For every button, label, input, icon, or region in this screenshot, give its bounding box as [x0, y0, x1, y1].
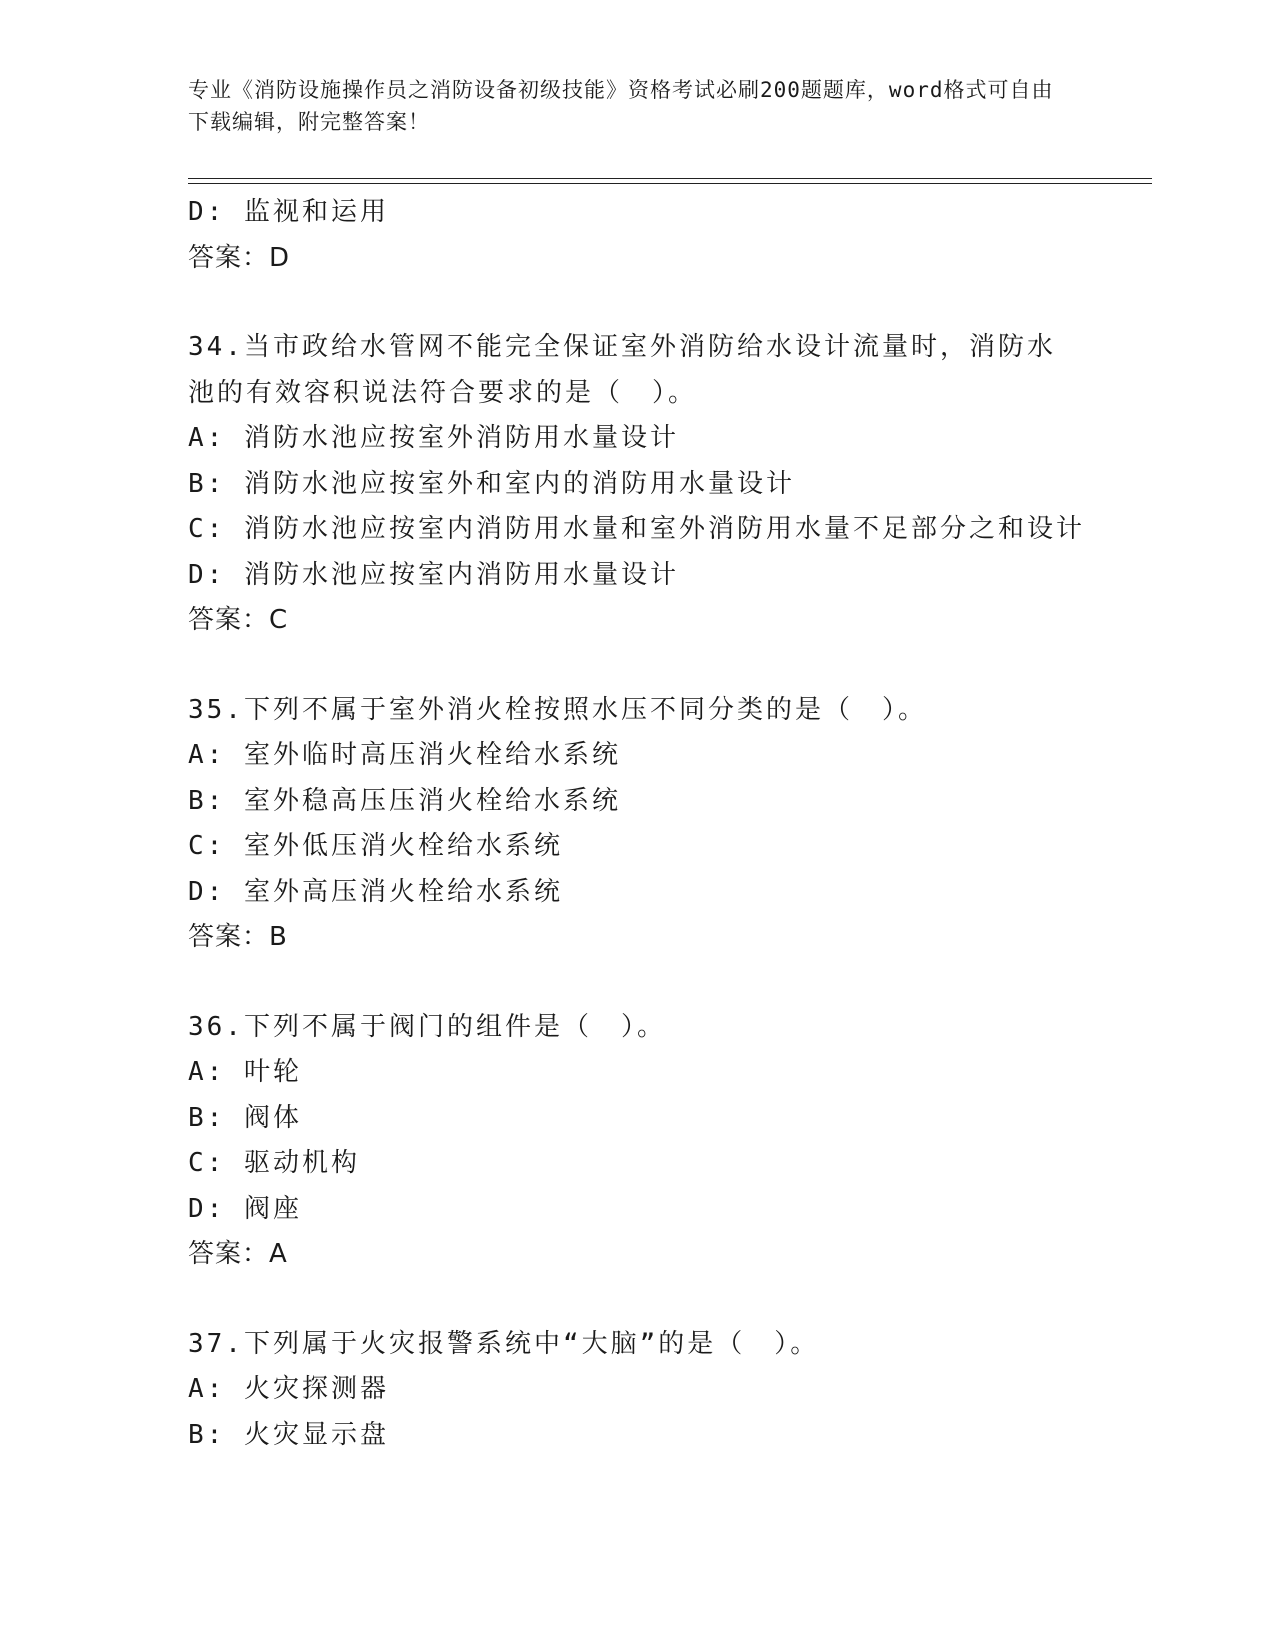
previous-question-tail — [188, 190, 1088, 281]
spacer — [188, 1278, 1088, 1322]
option-c: C: 消防水池应按室内消防用水量和室外消防用水量不足部分之和设计 — [188, 514, 1085, 544]
header-title: 专业《消防设施操作员之消防设备初级技能》资格考试必刷200题题库，word格式可自由下载编辑，附完整答案！ — [188, 78, 1054, 134]
option-b: B: 消防水池应按室外和室内的消防用水量设计 — [188, 468, 795, 499]
option-c: C: 驱动机构 — [188, 1148, 360, 1178]
answer: 答案：A — [188, 1239, 288, 1269]
option-d: D: 消防水池应按室内消防用水量设计 — [188, 559, 679, 590]
option-d: D: 阀座 — [188, 1193, 302, 1224]
question-37 — [188, 1322, 1088, 1459]
document-header — [188, 74, 1068, 138]
question-stem: 35.下列不属于室外消火栓按照水压不同分类的是（ ）。 — [188, 694, 927, 725]
option-b: B: 阀体 — [188, 1102, 302, 1133]
option-c: C: 室外低压消火栓给水系统 — [188, 831, 563, 861]
question-35 — [188, 688, 1088, 961]
option-b: B: 火灾显示盘 — [188, 1419, 389, 1450]
answer: 答案：D — [188, 242, 291, 273]
answer: 答案：B — [188, 922, 288, 952]
option-d: D: 监视和运用 — [188, 197, 389, 227]
spacer — [188, 961, 1088, 1005]
question-34 — [188, 325, 1088, 644]
question-stem: 37.下列属于火灾报警系统中“大脑”的是（ ）。 — [188, 1328, 820, 1359]
header-rule-top — [188, 178, 1152, 179]
option-a: A: 火灾探测器 — [188, 1374, 389, 1404]
option-a: A: 消防水池应按室外消防用水量设计 — [188, 423, 679, 453]
header-rule-bottom — [188, 183, 1152, 184]
option-a: A: 叶轮 — [188, 1057, 302, 1087]
option-b: B: 室外稳高压压消火栓给水系统 — [188, 785, 621, 816]
question-stem: 34.当市政给水管网不能完全保证室外消防给水设计流量时，消防水池的有效容积说法符合要求的是（ ）。 — [188, 332, 1056, 408]
question-stem: 36.下列不属于阀门的组件是（ ）。 — [188, 1011, 666, 1042]
spacer — [188, 644, 1088, 688]
answer: 答案：C — [188, 605, 289, 635]
option-a: A: 室外临时高压消火栓给水系统 — [188, 740, 621, 770]
option-d: D: 室外高压消火栓给水系统 — [188, 876, 563, 907]
spacer — [188, 281, 1088, 325]
question-36 — [188, 1005, 1088, 1278]
question-list — [188, 190, 1088, 1458]
